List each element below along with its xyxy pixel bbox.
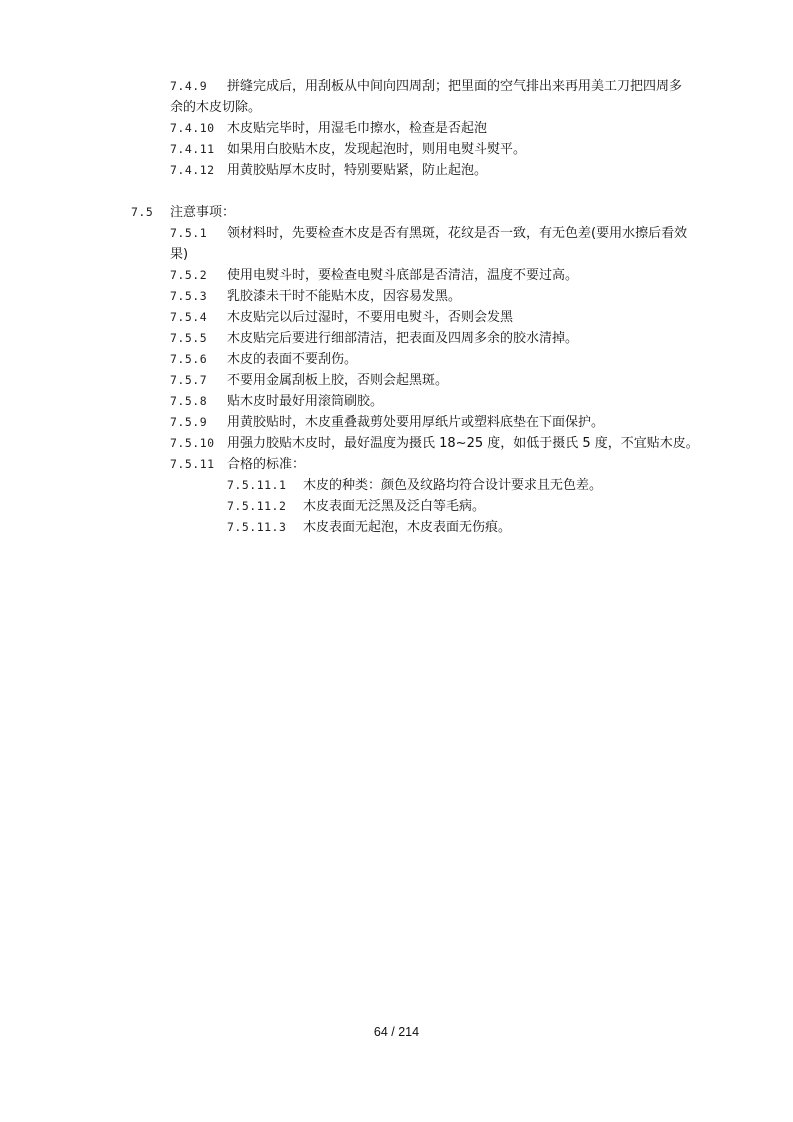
item-text: 贴木皮时最好用滚筒刷胶。 <box>227 394 384 409</box>
list-item-7-5-1 <box>170 223 730 265</box>
item-number: 7.4.9 <box>170 79 208 93</box>
item-number: 7.4.10 <box>170 121 215 135</box>
item-number: 7.5.6 <box>170 352 208 366</box>
item-text: 如果用白胶贴木皮，发现起泡时，则用电熨斗熨平。 <box>227 142 527 157</box>
page-number: 64 / 214 <box>373 1025 420 1039</box>
item-number: 7.5.7 <box>170 373 208 387</box>
item-number: 7.5.9 <box>170 415 208 429</box>
list-item-7-4-9 <box>170 76 730 118</box>
item-number: 7.5.3 <box>170 289 208 303</box>
item-text: 用黄胶贴厚木皮时，特别要贴紧，防止起泡。 <box>227 163 488 178</box>
item-text: 拼缝完成后，用刮板从中间向四周刮；把里面的空气排出来再用美工刀把四周多 <box>227 79 683 94</box>
item-text: 合格的标准： <box>227 457 306 472</box>
item-number: 7.4.11 <box>170 142 215 156</box>
item-text-continued: 余的木皮切除。 <box>170 100 262 115</box>
item-number: 7.5.4 <box>170 310 208 324</box>
item-number: 7.5.11 <box>170 457 215 471</box>
item-text: 用强力胶贴木皮时，最好温度为摄氏 18~25 度，如低于摄氏 5 度，不宜贴木皮。 <box>227 436 699 451</box>
item-text: 用黄胶贴时，木皮重叠裁剪处要用厚纸片或塑料底垫在下面保护。 <box>227 415 605 430</box>
item-text: 木皮的表面不要刮伤。 <box>227 352 358 367</box>
item-number: 7.5.10 <box>170 436 215 450</box>
item-text: 领材料时，先要检查木皮是否有黑斑，花纹是否一致，有无色差(要用水擦后看效 <box>227 226 688 241</box>
item-text-continued: 果) <box>170 247 189 262</box>
sub-item-number: 7.5.11.1 <box>227 478 287 492</box>
item-text: 使用电熨斗时，要检查电熨斗底部是否清洁，温度不要过高。 <box>227 268 579 283</box>
item-number: 7.5.8 <box>170 394 208 408</box>
item-number: 7.5.5 <box>170 331 208 345</box>
section-number: 7.5 <box>131 205 154 219</box>
item-number: 7.4.12 <box>170 163 215 177</box>
sub-item-text: 木皮表面无起泡，木皮表面无伤痕。 <box>303 520 512 535</box>
sub-item-number: 7.5.11.3 <box>227 520 287 534</box>
item-text: 木皮贴完后要进行细部清洁，把表面及四周多余的胶水清掉。 <box>227 331 579 346</box>
item-number: 7.5.1 <box>170 226 208 240</box>
item-number: 7.5.2 <box>170 268 208 282</box>
section-title: 注意事项： <box>170 205 236 220</box>
item-text: 木皮贴完以后过湿时，不要用电熨斗，否则会发黑 <box>227 310 514 325</box>
item-text: 乳胶漆未干时不能贴木皮，因容易发黑。 <box>227 289 462 304</box>
item-text: 不要用金属刮板上胶，否则会起黑斑。 <box>227 373 449 388</box>
sub-item-text: 木皮表面无泛黑及泛白等毛病。 <box>303 499 486 514</box>
item-text: 木皮贴完毕时，用湿毛巾擦水，检查是否起泡 <box>227 121 488 136</box>
sub-item-text: 木皮的种类：颜色及纹路均符合设计要求且无色差。 <box>303 478 603 493</box>
sub-item-number: 7.5.11.2 <box>227 499 287 513</box>
